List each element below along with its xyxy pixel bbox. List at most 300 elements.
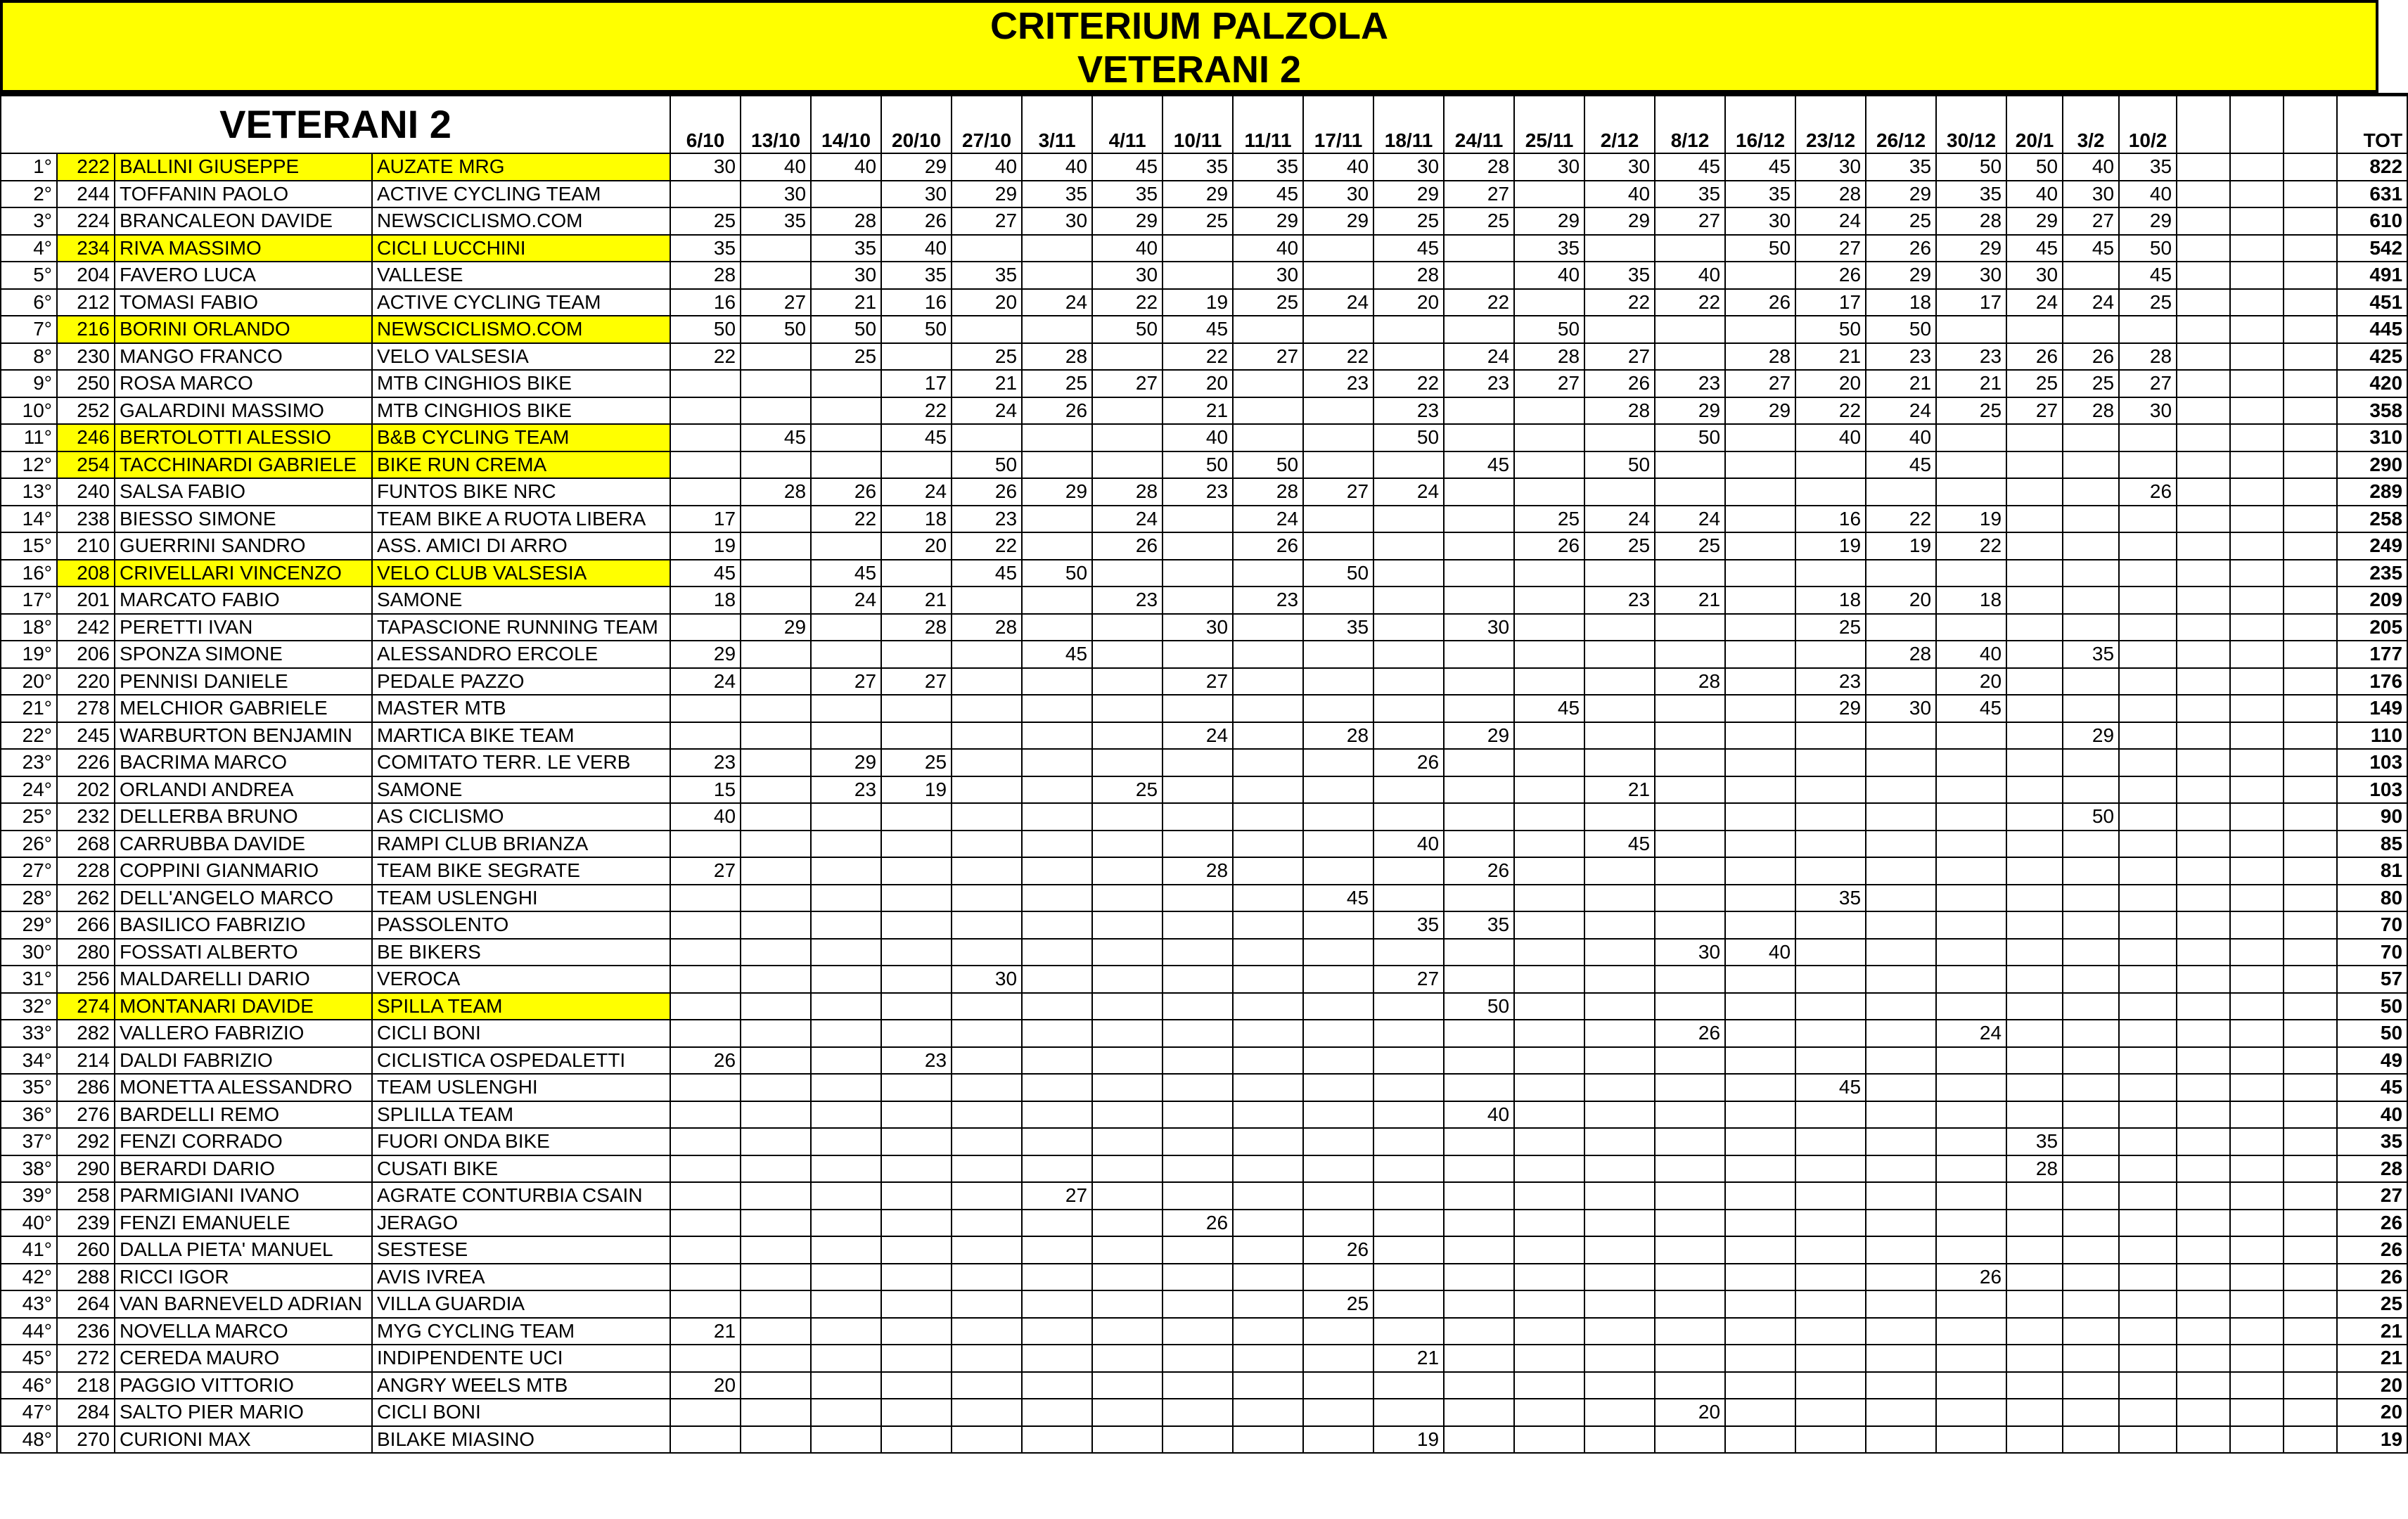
stage-score-cell [1163, 532, 1233, 560]
stage-score-cell [2063, 1074, 2119, 1101]
stage-score-cell [1163, 1182, 1233, 1210]
stage-score-cell: 45 [1936, 695, 2006, 722]
stage-score-cell [1514, 451, 1584, 479]
stage-score-cell [2177, 1128, 2230, 1155]
column-header-stage: 25/11 [1514, 95, 1584, 154]
stage-score-cell [952, 1318, 1022, 1345]
stage-score-cell [2230, 911, 2284, 939]
stage-score-cell [2006, 1264, 2063, 1291]
stage-score-cell [2284, 289, 2337, 316]
rank-cell: 39° [1, 1182, 57, 1210]
rank-cell: 25° [1, 803, 57, 831]
stage-score-cell: 22 [1163, 343, 1233, 371]
stage-score-cell [1655, 614, 1725, 641]
stage-score-cell [1444, 885, 1514, 912]
stage-score-cell [1514, 1101, 1584, 1129]
stage-score-cell [1725, 560, 1795, 587]
stage-score-cell: 26 [1936, 1264, 2006, 1291]
stage-score-cell [811, 885, 881, 912]
bib-number-cell: 216 [57, 316, 115, 343]
stage-score-cell: 28 [952, 614, 1022, 641]
stage-score-cell [1795, 1426, 1866, 1454]
total-score-cell: 451 [2337, 289, 2407, 316]
stage-score-cell [881, 1399, 952, 1426]
stage-score-cell [1163, 1372, 1233, 1399]
table-row [1, 587, 2407, 614]
stage-score-cell [1514, 614, 1584, 641]
rider-name-cell: ROSA MARCO [115, 370, 372, 397]
total-score-cell: 103 [2337, 776, 2407, 804]
stage-score-cell: 45 [1022, 641, 1092, 668]
total-score-cell: 26 [2337, 1210, 2407, 1237]
stage-score-cell: 45 [1163, 316, 1233, 343]
bib-number-cell: 272 [57, 1345, 115, 1372]
stage-score-cell [2006, 560, 2063, 587]
stage-score-cell [1022, 451, 1092, 479]
stage-score-cell [2284, 262, 2337, 289]
stage-score-cell [2119, 668, 2177, 696]
bib-number-cell: 256 [57, 966, 115, 993]
stage-score-cell [1866, 1426, 1936, 1454]
stage-score-cell [1163, 560, 1233, 587]
stage-score-cell [1444, 803, 1514, 831]
stage-score-cell: 50 [881, 316, 952, 343]
stage-score-cell [741, 939, 811, 966]
stage-score-cell: 25 [1584, 532, 1655, 560]
stage-score-cell [1795, 1399, 1866, 1426]
stage-score-cell [1303, 451, 1373, 479]
stage-score-cell [952, 1182, 1022, 1210]
stage-score-cell: 21 [1163, 397, 1233, 425]
stage-score-cell: 50 [811, 316, 881, 343]
stage-score-cell [2177, 451, 2230, 479]
stage-score-cell [811, 1399, 881, 1426]
stage-score-cell [1936, 451, 2006, 479]
stage-score-cell [881, 1345, 952, 1372]
stage-score-cell [1584, 939, 1655, 966]
stage-score-cell [1936, 424, 2006, 451]
stage-score-cell [1233, 1074, 1303, 1101]
stage-score-cell [2119, 803, 2177, 831]
stage-score-cell [1795, 1128, 1866, 1155]
stage-score-cell [952, 1074, 1022, 1101]
stage-score-cell [1163, 1264, 1233, 1291]
table-row [1, 397, 2407, 425]
stage-score-cell: 28 [1514, 343, 1584, 371]
stage-score-cell [1795, 966, 1866, 993]
stage-score-cell [1233, 1426, 1303, 1454]
stage-score-cell [1444, 424, 1514, 451]
team-name-cell: PEDALE PAZZO [372, 668, 670, 696]
stage-score-cell [2230, 207, 2284, 235]
stage-score-cell [2177, 911, 2230, 939]
team-name-cell: MTB CINGHIOS BIKE [372, 397, 670, 425]
stage-score-cell: 28 [1303, 722, 1373, 750]
stage-score-cell: 50 [952, 451, 1022, 479]
stage-score-cell [1866, 668, 1936, 696]
stage-score-cell [1022, 614, 1092, 641]
stage-score-cell [952, 668, 1022, 696]
column-header-stage: 14/10 [811, 95, 881, 154]
stage-score-cell: 40 [2006, 181, 2063, 208]
stage-score-cell [1444, 506, 1514, 533]
stage-score-cell [2006, 316, 2063, 343]
stage-score-cell [1373, 776, 1444, 804]
stage-score-cell [1514, 911, 1584, 939]
column-header-stage: 27/10 [952, 95, 1022, 154]
stage-score-cell: 19 [1866, 532, 1936, 560]
stage-score-cell: 27 [881, 668, 952, 696]
total-score-cell: 90 [2337, 803, 2407, 831]
stage-score-cell [1584, 1128, 1655, 1155]
total-score-cell: 20 [2337, 1399, 2407, 1426]
stage-score-cell: 24 [1373, 478, 1444, 506]
stage-score-cell [1584, 1426, 1655, 1454]
stage-score-cell [1584, 911, 1655, 939]
stage-score-cell [2006, 695, 2063, 722]
bib-number-cell: 276 [57, 1101, 115, 1129]
stage-score-cell: 50 [1092, 316, 1163, 343]
stage-score-cell [1373, 1047, 1444, 1075]
stage-score-cell [1725, 749, 1795, 776]
stage-score-cell [1163, 831, 1233, 858]
table-row [1, 1101, 2407, 1129]
rider-name-cell: BORINI ORLANDO [115, 316, 372, 343]
team-name-cell: MTB CINGHIOS BIKE [372, 370, 670, 397]
stage-score-cell [952, 1345, 1022, 1372]
table-row [1, 1074, 2407, 1101]
stage-score-cell: 28 [881, 614, 952, 641]
stage-score-cell [1795, 993, 1866, 1020]
team-name-cell: MYG CYCLING TEAM [372, 1318, 670, 1345]
stage-score-cell [1163, 993, 1233, 1020]
stage-score-cell [1163, 1345, 1233, 1372]
rider-name-cell: BERARDI DARIO [115, 1155, 372, 1183]
stage-score-cell: 25 [2063, 370, 2119, 397]
stage-score-cell: 35 [1725, 181, 1795, 208]
stage-score-cell: 26 [1233, 532, 1303, 560]
stage-score-cell [811, 181, 881, 208]
stage-score-cell [2230, 451, 2284, 479]
column-header-total: TOT [2337, 95, 2407, 154]
stage-score-cell [1163, 885, 1233, 912]
rider-name-cell: PERETTI IVAN [115, 614, 372, 641]
stage-score-cell [1092, 1074, 1163, 1101]
stage-score-cell: 35 [1233, 153, 1303, 181]
stage-score-cell: 35 [1795, 885, 1866, 912]
stage-score-cell [1092, 668, 1163, 696]
stage-score-cell [1866, 1318, 1936, 1345]
stage-score-cell [1233, 1128, 1303, 1155]
stage-score-cell [1866, 1399, 1936, 1426]
stage-score-cell [1936, 1074, 2006, 1101]
stage-score-cell [811, 1372, 881, 1399]
team-name-cell: CUSATI BIKE [372, 1155, 670, 1183]
stage-score-cell [811, 722, 881, 750]
stage-score-cell [670, 1290, 741, 1318]
stage-score-cell [1022, 857, 1092, 885]
stage-score-cell [2230, 1426, 2284, 1454]
stage-score-cell [2230, 343, 2284, 371]
rider-name-cell: NOVELLA MARCO [115, 1318, 372, 1345]
stage-score-cell [1444, 1345, 1514, 1372]
stage-score-cell [741, 451, 811, 479]
stage-score-cell [1373, 695, 1444, 722]
stage-score-cell [741, 587, 811, 614]
stage-score-cell [1022, 235, 1092, 262]
bib-number-cell: 282 [57, 1020, 115, 1047]
stage-score-cell [2177, 1074, 2230, 1101]
team-name-cell: ALESSANDRO ERCOLE [372, 641, 670, 668]
stage-score-cell [2006, 668, 2063, 696]
stage-score-cell: 40 [1795, 424, 1866, 451]
stage-score-cell [952, 641, 1022, 668]
bib-number-cell: 240 [57, 478, 115, 506]
stage-score-cell: 28 [811, 207, 881, 235]
stage-score-cell [1655, 1426, 1725, 1454]
stage-score-cell [881, 1372, 952, 1399]
stage-score-cell [2177, 316, 2230, 343]
stage-score-cell [1022, 1399, 1092, 1426]
stage-score-cell: 26 [2006, 343, 2063, 371]
total-score-cell: 21 [2337, 1318, 2407, 1345]
stage-score-cell [1092, 1426, 1163, 1454]
stage-score-cell [1514, 857, 1584, 885]
rider-name-cell: DALLA PIETA' MANUEL [115, 1236, 372, 1264]
stage-score-cell: 25 [1303, 1290, 1373, 1318]
stage-score-cell: 35 [1373, 911, 1444, 939]
stage-score-cell [952, 939, 1022, 966]
stage-score-cell [2230, 993, 2284, 1020]
bib-number-cell: 244 [57, 181, 115, 208]
stage-score-cell: 27 [741, 289, 811, 316]
stage-score-cell [1866, 1182, 1936, 1210]
table-row [1, 316, 2407, 343]
team-name-cell: SPILLA TEAM [372, 993, 670, 1020]
stage-score-cell [1866, 911, 1936, 939]
stage-score-cell [2063, 560, 2119, 587]
stage-score-cell [1092, 939, 1163, 966]
stage-score-cell: 22 [811, 506, 881, 533]
stage-score-cell: 18 [881, 506, 952, 533]
stage-score-cell [1303, 1318, 1373, 1345]
section-title: VETERANI 2 [1, 95, 670, 154]
stage-score-cell: 45 [952, 560, 1022, 587]
stage-score-cell [670, 722, 741, 750]
stage-score-cell [1373, 1128, 1444, 1155]
stage-score-cell [741, 857, 811, 885]
stage-score-cell [2230, 1236, 2284, 1264]
stage-score-cell [1233, 939, 1303, 966]
rider-name-cell: PARMIGIANI IVANO [115, 1182, 372, 1210]
stage-score-cell: 27 [1303, 478, 1373, 506]
stage-score-cell [1725, 1372, 1795, 1399]
stage-score-cell [1655, 695, 1725, 722]
stage-score-cell [2119, 857, 2177, 885]
total-score-cell: 21 [2337, 1345, 2407, 1372]
stage-score-cell [2177, 424, 2230, 451]
stage-score-cell [1233, 1372, 1303, 1399]
stage-score-cell [1444, 1128, 1514, 1155]
stage-score-cell [1303, 424, 1373, 451]
stage-score-cell: 40 [811, 153, 881, 181]
stage-score-cell [2177, 885, 2230, 912]
stage-score-cell [2006, 424, 2063, 451]
team-name-cell: PASSOLENTO [372, 911, 670, 939]
rank-cell: 2° [1, 181, 57, 208]
stage-score-cell: 45 [1795, 1074, 1866, 1101]
stage-score-cell [2119, 1155, 2177, 1183]
stage-score-cell [1373, 1399, 1444, 1426]
stage-score-cell [741, 560, 811, 587]
stage-score-cell: 24 [1233, 506, 1303, 533]
stage-score-cell [1936, 993, 2006, 1020]
stage-score-cell [1655, 1101, 1725, 1129]
rider-name-cell: FOSSATI ALBERTO [115, 939, 372, 966]
stage-score-cell [1725, 993, 1795, 1020]
stage-score-cell: 35 [741, 207, 811, 235]
stage-score-cell [1163, 1074, 1233, 1101]
rank-cell: 41° [1, 1236, 57, 1264]
stage-score-cell [881, 1318, 952, 1345]
stage-score-cell [1655, 1047, 1725, 1075]
stage-score-cell: 28 [1655, 668, 1725, 696]
stage-score-cell [1655, 343, 1725, 371]
stage-score-cell [952, 776, 1022, 804]
column-header-stage: 6/10 [670, 95, 741, 154]
stage-score-cell [1936, 966, 2006, 993]
stage-score-cell [952, 1101, 1022, 1129]
stage-score-cell [2119, 966, 2177, 993]
bib-number-cell: 202 [57, 776, 115, 804]
stage-score-cell [811, 1426, 881, 1454]
stage-score-cell [670, 939, 741, 966]
stage-score-cell: 50 [670, 316, 741, 343]
total-score-cell: 177 [2337, 641, 2407, 668]
stage-score-cell [1514, 181, 1584, 208]
team-name-cell: SAMONE [372, 776, 670, 804]
stage-score-cell [2177, 262, 2230, 289]
stage-score-cell: 35 [1163, 153, 1233, 181]
stage-score-cell [1514, 289, 1584, 316]
stage-score-cell [2177, 1264, 2230, 1291]
stage-score-cell [952, 1128, 1022, 1155]
stage-score-cell [952, 831, 1022, 858]
stage-score-cell: 29 [1022, 478, 1092, 506]
stage-score-cell [1795, 1101, 1866, 1129]
stage-score-cell: 35 [1866, 153, 1936, 181]
stage-score-cell: 19 [1373, 1426, 1444, 1454]
stage-score-cell [2230, 831, 2284, 858]
stage-score-cell [952, 1155, 1022, 1183]
stage-score-cell: 35 [1022, 181, 1092, 208]
stage-score-cell [2006, 1290, 2063, 1318]
stage-score-cell [881, 1290, 952, 1318]
stage-score-cell [2177, 831, 2230, 858]
stage-score-cell [1584, 1290, 1655, 1318]
stage-score-cell [2177, 1236, 2230, 1264]
stage-score-cell [1092, 1020, 1163, 1047]
stage-score-cell: 27 [670, 857, 741, 885]
stage-score-cell: 21 [881, 587, 952, 614]
stage-score-cell [952, 857, 1022, 885]
stage-score-cell: 22 [1444, 289, 1514, 316]
stage-score-cell [2177, 939, 2230, 966]
stage-score-cell: 30 [811, 262, 881, 289]
stage-score-cell [1514, 831, 1584, 858]
table-row [1, 885, 2407, 912]
stage-score-cell [2230, 235, 2284, 262]
stage-score-cell: 23 [1444, 370, 1514, 397]
stage-score-cell [2119, 749, 2177, 776]
bib-number-cell: 238 [57, 506, 115, 533]
stage-score-cell: 50 [1584, 451, 1655, 479]
stage-score-cell [1303, 262, 1373, 289]
stage-score-cell: 29 [670, 641, 741, 668]
stage-score-cell [1514, 1182, 1584, 1210]
rank-cell: 33° [1, 1020, 57, 1047]
stage-score-cell: 25 [1444, 207, 1514, 235]
stage-score-cell [1725, 1318, 1795, 1345]
rank-cell: 18° [1, 614, 57, 641]
stage-score-cell: 28 [1233, 478, 1303, 506]
bib-number-cell: 230 [57, 343, 115, 371]
stage-score-cell: 26 [952, 478, 1022, 506]
stage-score-cell [1936, 1128, 2006, 1155]
rider-name-cell: GUERRINI SANDRO [115, 532, 372, 560]
stage-score-cell [1655, 857, 1725, 885]
table-row [1, 370, 2407, 397]
stage-score-cell [1514, 1020, 1584, 1047]
stage-score-cell [1092, 749, 1163, 776]
stage-score-cell [2119, 939, 2177, 966]
stage-score-cell [1655, 831, 1725, 858]
stage-score-cell: 25 [1022, 370, 1092, 397]
stage-score-cell [2119, 451, 2177, 479]
stage-score-cell [2006, 1399, 2063, 1426]
stage-score-cell: 29 [1163, 181, 1233, 208]
stage-score-cell [1303, 1047, 1373, 1075]
stage-score-cell [2119, 1128, 2177, 1155]
stage-score-cell: 25 [670, 207, 741, 235]
stage-score-cell [1233, 857, 1303, 885]
stage-score-cell [881, 1264, 952, 1291]
total-score-cell: 235 [2337, 560, 2407, 587]
stage-score-cell: 28 [2119, 343, 2177, 371]
stage-score-cell [1725, 1345, 1795, 1372]
stage-score-cell: 26 [1725, 289, 1795, 316]
stage-score-cell [881, 803, 952, 831]
stage-score-cell [1444, 397, 1514, 425]
stage-score-cell: 30 [1303, 181, 1373, 208]
stage-score-cell: 21 [1655, 587, 1725, 614]
stage-score-cell: 29 [1444, 722, 1514, 750]
stage-score-cell: 40 [741, 153, 811, 181]
rank-cell: 45° [1, 1345, 57, 1372]
stage-score-cell: 28 [1022, 343, 1092, 371]
stage-score-cell [2230, 857, 2284, 885]
stage-score-cell [2119, 1318, 2177, 1345]
stage-score-cell [881, 1020, 952, 1047]
stage-score-cell [670, 1264, 741, 1291]
stage-score-cell: 19 [1936, 506, 2006, 533]
stage-score-cell [2177, 153, 2230, 181]
stage-score-cell: 21 [1795, 343, 1866, 371]
stage-score-cell [1584, 641, 1655, 668]
stage-score-cell [881, 966, 952, 993]
bib-number-cell: 218 [57, 1372, 115, 1399]
stage-score-cell: 40 [670, 803, 741, 831]
